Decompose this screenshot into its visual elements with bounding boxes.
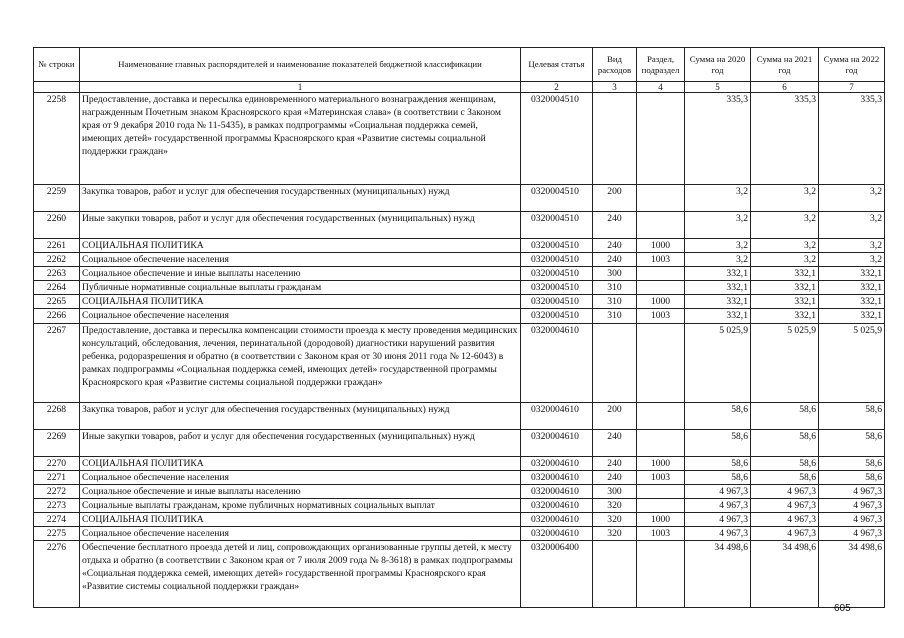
row-section: 1003 (637, 309, 685, 323)
row-sum-2021: 4 967,3 (751, 498, 819, 512)
table-row (34, 281, 885, 295)
table-row (34, 498, 885, 512)
row-number: 2270 (34, 456, 80, 470)
row-sum-2022: 3,2 (819, 212, 885, 239)
row-section (637, 429, 685, 456)
row-sum-2020: 335,3 (685, 93, 751, 185)
row-sum-2020: 58,6 (685, 402, 751, 429)
row-sum-2021: 3,2 (751, 185, 819, 212)
row-target-article: 0320004610 (521, 512, 593, 526)
row-name: Публичные нормативные социальные выплаты гражданам (80, 281, 521, 295)
row-target-article: 0320004510 (521, 253, 593, 267)
row-expense-type: 200 (593, 402, 637, 429)
row-sum-2022: 58,6 (819, 429, 885, 456)
row-sum-2021: 3,2 (751, 239, 819, 253)
row-sum-2022: 58,6 (819, 456, 885, 470)
row-number: 2264 (34, 281, 80, 295)
row-name: Социальное обеспечение и иные выплаты населению (80, 484, 521, 498)
row-name: Предоставление, доставка и пересылка компенсации стоимости проезда к месту проведения медицинских консультаций, обследования, лечения, перинатальной (дородовой) диагностики нарушений развития ребенка, родоразрешения и обратно (в соответствии с Законом края от 30 июня 2011 года № 12-6043) в рамках подпрограммы «Социальная поддержка семей, имеющих детей» государственной программы Красноярского края «Развитие системы социальной поддержки граждан» (80, 323, 521, 402)
table-row (34, 239, 885, 253)
row-sum-2020: 5 025,9 (685, 323, 751, 402)
row-number: 2260 (34, 212, 80, 239)
row-sum-2020: 332,1 (685, 281, 751, 295)
row-sum-2020: 4 967,3 (685, 527, 751, 541)
column-number (34, 82, 80, 93)
row-sum-2022: 332,1 (819, 295, 885, 309)
row-sum-2021: 332,1 (751, 295, 819, 309)
header-expense-type: Вид расходов (593, 48, 637, 82)
table-row (34, 402, 885, 429)
row-sum-2020: 4 967,3 (685, 484, 751, 498)
row-expense-type: 300 (593, 267, 637, 281)
header-sum-2021: Сумма на 2021 год (751, 48, 819, 82)
row-sum-2022: 3,2 (819, 185, 885, 212)
row-section: 1000 (637, 456, 685, 470)
table-row (34, 295, 885, 309)
row-sum-2021: 332,1 (751, 281, 819, 295)
row-expense-type: 320 (593, 527, 637, 541)
row-section (637, 541, 685, 608)
column-number: 5 (685, 82, 751, 93)
row-expense-type: 240 (593, 456, 637, 470)
row-sum-2022: 5 025,9 (819, 323, 885, 402)
row-name: Социальное обеспечение и иные выплаты населению (80, 267, 521, 281)
row-target-article: 0320004610 (521, 484, 593, 498)
row-number: 2266 (34, 309, 80, 323)
header-name: Наименование главных распорядителей и наименование показателей бюджетной классификации (80, 48, 521, 82)
row-sum-2021: 58,6 (751, 470, 819, 484)
column-number: 4 (637, 82, 685, 93)
header-sum-2022: Сумма на 2022 год (819, 48, 885, 82)
row-target-article: 0320004610 (521, 527, 593, 541)
row-expense-type: 240 (593, 253, 637, 267)
row-name: Закупка товаров, работ и услуг для обеспечения государственных (муниципальных) нужд (80, 402, 521, 429)
row-target-article: 0320004510 (521, 93, 593, 185)
table-row (34, 456, 885, 470)
table-row (34, 185, 885, 212)
row-sum-2020: 4 967,3 (685, 498, 751, 512)
row-sum-2020: 58,6 (685, 456, 751, 470)
row-name: Иные закупки товаров, работ и услуг для обеспечения государственных (муниципальных) нужд (80, 429, 521, 456)
row-section (637, 267, 685, 281)
row-number: 2276 (34, 541, 80, 608)
row-sum-2022: 34 498,6 (819, 541, 885, 608)
row-section (637, 281, 685, 295)
table-row (34, 309, 885, 323)
row-name: СОЦИАЛЬНАЯ ПОЛИТИКА (80, 512, 521, 526)
row-sum-2021: 58,6 (751, 429, 819, 456)
row-sum-2022: 58,6 (819, 402, 885, 429)
row-expense-type: 240 (593, 429, 637, 456)
row-section (637, 323, 685, 402)
row-name: СОЦИАЛЬНАЯ ПОЛИТИКА (80, 239, 521, 253)
row-sum-2021: 3,2 (751, 212, 819, 239)
row-expense-type: 310 (593, 309, 637, 323)
row-sum-2022: 3,2 (819, 253, 885, 267)
row-target-article: 0320004610 (521, 323, 593, 402)
row-number: 2259 (34, 185, 80, 212)
row-sum-2020: 34 498,6 (685, 541, 751, 608)
row-target-article: 0320004510 (521, 281, 593, 295)
row-sum-2020: 3,2 (685, 239, 751, 253)
row-number: 2268 (34, 402, 80, 429)
row-section: 1000 (637, 512, 685, 526)
row-section: 1003 (637, 253, 685, 267)
row-target-article: 0320004610 (521, 498, 593, 512)
header-section: Раздел, подраздел (637, 48, 685, 82)
row-expense-type (593, 93, 637, 185)
row-name: Социальные выплаты гражданам, кроме публичных нормативных социальных выплат (80, 498, 521, 512)
row-number: 2271 (34, 470, 80, 484)
row-name: СОЦИАЛЬНАЯ ПОЛИТИКА (80, 456, 521, 470)
row-sum-2020: 4 967,3 (685, 512, 751, 526)
table-body (34, 93, 885, 608)
row-sum-2021: 5 025,9 (751, 323, 819, 402)
row-sum-2022: 4 967,3 (819, 512, 885, 526)
row-target-article: 0320004610 (521, 470, 593, 484)
table-row (34, 541, 885, 608)
header-target-article: Целевая статья (521, 48, 593, 82)
column-number-row (34, 82, 885, 93)
row-expense-type: 320 (593, 512, 637, 526)
table-row (34, 267, 885, 281)
row-number: 2275 (34, 527, 80, 541)
row-target-article: 0320004510 (521, 309, 593, 323)
table-row (34, 323, 885, 402)
row-sum-2021: 4 967,3 (751, 512, 819, 526)
row-sum-2021: 58,6 (751, 456, 819, 470)
row-name: Социальное обеспечение населения (80, 309, 521, 323)
row-expense-type: 240 (593, 239, 637, 253)
row-number: 2258 (34, 93, 80, 185)
row-number: 2274 (34, 512, 80, 526)
row-expense-type: 310 (593, 295, 637, 309)
row-sum-2020: 332,1 (685, 309, 751, 323)
row-target-article: 0320004510 (521, 239, 593, 253)
table-header-row (34, 48, 885, 82)
row-section (637, 484, 685, 498)
row-name: Социальное обеспечение населения (80, 253, 521, 267)
row-sum-2020: 3,2 (685, 185, 751, 212)
row-sum-2022: 332,1 (819, 267, 885, 281)
row-sum-2022: 58,6 (819, 470, 885, 484)
row-expense-type: 310 (593, 281, 637, 295)
row-sum-2020: 3,2 (685, 212, 751, 239)
row-target-article: 0320004510 (521, 185, 593, 212)
row-sum-2021: 4 967,3 (751, 484, 819, 498)
row-expense-type (593, 323, 637, 402)
row-target-article: 0320004610 (521, 456, 593, 470)
row-number: 2272 (34, 484, 80, 498)
row-number: 2273 (34, 498, 80, 512)
row-sum-2022: 4 967,3 (819, 484, 885, 498)
header-row-number: № строки (34, 48, 80, 82)
row-target-article: 0320004510 (521, 212, 593, 239)
header-sum-2020: Сумма на 2020 год (685, 48, 751, 82)
row-target-article: 0320006400 (521, 541, 593, 608)
row-number: 2261 (34, 239, 80, 253)
row-name: Социальное обеспечение населения (80, 470, 521, 484)
row-sum-2021: 335,3 (751, 93, 819, 185)
row-sum-2020: 58,6 (685, 470, 751, 484)
row-sum-2022: 4 967,3 (819, 498, 885, 512)
row-sum-2020: 332,1 (685, 267, 751, 281)
column-number: 6 (751, 82, 819, 93)
table-row (34, 527, 885, 541)
row-sum-2021: 332,1 (751, 309, 819, 323)
row-sum-2021: 3,2 (751, 253, 819, 267)
row-number: 2265 (34, 295, 80, 309)
row-sum-2022: 332,1 (819, 281, 885, 295)
row-name: Предоставление, доставка и пересылка единовременного материального вознаграждения женщинам, награжденным Почетным знаком Красноярского края «Материнская слава» (в соответствии с Законом края от 9 декабря 2010 года № 11-5435), в рамках подпрограммы «Социальная поддержка семей, имеющих детей» государственной программы Красноярского края «Развитие системы социальной поддержки граждан» (80, 93, 521, 185)
row-section (637, 498, 685, 512)
row-sum-2020: 3,2 (685, 253, 751, 267)
row-name: Обеспечение бесплатного проезда детей и лиц, сопровождающих организованные группы детей, к месту отдыха и обратно (в соответствии с Законом края от 7 июля 2009 года № 8-3618) в рамках подпрограммы «Социальная поддержка семей, имеющих детей» государственной программы Красноярского края «Развитие системы социальной поддержки граждан» (80, 541, 521, 608)
row-sum-2022: 4 967,3 (819, 527, 885, 541)
row-number: 2263 (34, 267, 80, 281)
row-expense-type: 320 (593, 498, 637, 512)
row-section: 1000 (637, 239, 685, 253)
row-target-article: 0320004510 (521, 267, 593, 281)
row-section (637, 212, 685, 239)
column-number: 3 (593, 82, 637, 93)
row-name: СОЦИАЛЬНАЯ ПОЛИТИКА (80, 295, 521, 309)
row-expense-type: 300 (593, 484, 637, 498)
row-number: 2267 (34, 323, 80, 402)
row-sum-2020: 58,6 (685, 429, 751, 456)
column-number: 1 (80, 82, 521, 93)
row-name: Закупка товаров, работ и услуг для обеспечения государственных (муниципальных) нужд (80, 185, 521, 212)
table-row (34, 253, 885, 267)
table-row (34, 93, 885, 185)
table-row (34, 484, 885, 498)
row-sum-2022: 3,2 (819, 239, 885, 253)
table-row (34, 512, 885, 526)
row-expense-type: 240 (593, 470, 637, 484)
row-section (637, 402, 685, 429)
row-section (637, 93, 685, 185)
column-number: 2 (521, 82, 593, 93)
row-target-article: 0320004510 (521, 295, 593, 309)
row-sum-2021: 4 967,3 (751, 527, 819, 541)
page-number: 605 (834, 603, 851, 614)
row-sum-2021: 332,1 (751, 267, 819, 281)
row-sum-2021: 34 498,6 (751, 541, 819, 608)
row-expense-type: 240 (593, 212, 637, 239)
table-row (34, 429, 885, 456)
row-name: Иные закупки товаров, работ и услуг для обеспечения государственных (муниципальных) нужд (80, 212, 521, 239)
row-number: 2269 (34, 429, 80, 456)
budget-table (33, 47, 885, 608)
table-row (34, 212, 885, 239)
row-sum-2022: 335,3 (819, 93, 885, 185)
row-sum-2022: 332,1 (819, 309, 885, 323)
row-section (637, 185, 685, 212)
table-row (34, 470, 885, 484)
column-number: 7 (819, 82, 885, 93)
row-section: 1003 (637, 527, 685, 541)
row-number: 2262 (34, 253, 80, 267)
row-sum-2020: 332,1 (685, 295, 751, 309)
row-section: 1003 (637, 470, 685, 484)
row-section: 1000 (637, 295, 685, 309)
row-name: Социальное обеспечение населения (80, 527, 521, 541)
row-target-article: 0320004610 (521, 429, 593, 456)
row-expense-type (593, 541, 637, 608)
row-sum-2021: 58,6 (751, 402, 819, 429)
row-target-article: 0320004610 (521, 402, 593, 429)
row-expense-type: 200 (593, 185, 637, 212)
